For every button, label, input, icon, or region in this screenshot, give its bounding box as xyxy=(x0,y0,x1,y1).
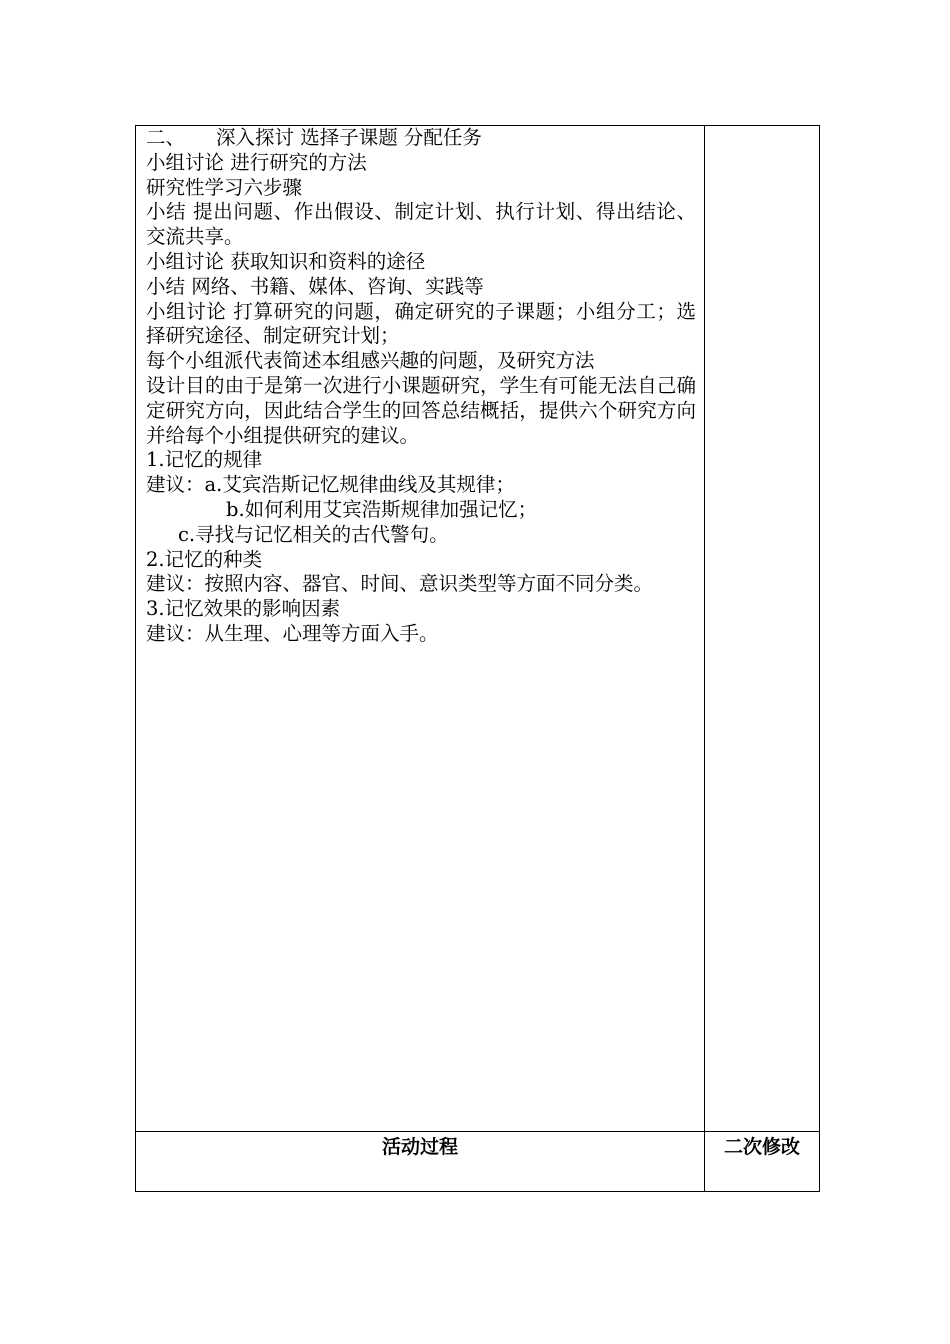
suggestion-line: 建议：a.艾宾浩斯记忆规律曲线及其规律； xyxy=(146,473,515,497)
suggestion-line: b.如何利用艾宾浩斯规律加强记忆； xyxy=(226,497,538,521)
paragraph-line: 每个小组派代表简述本组感兴趣的问题，及研究方法 xyxy=(146,349,595,373)
section-heading: 二、 深入探讨 选择子课题 分配任务 xyxy=(146,126,482,149)
suggestion-line: 建议：按照内容、器官、时间、意识类型等方面不同分类。 xyxy=(146,572,654,596)
topic-heading: 3.记忆效果的影响因素 xyxy=(146,597,341,621)
paragraph-line: 小结 提出问题、作出假设、制定计划、执行计划、得出结论、交流共享。 xyxy=(146,200,696,249)
suggestion-line: c.寻找与记忆相关的古代警句。 xyxy=(178,522,449,546)
table-row xyxy=(136,1132,820,1192)
revision-cell xyxy=(705,126,820,1132)
activity-content xyxy=(136,126,704,647)
paragraph-line: 小组讨论 进行研究的方法 xyxy=(146,150,367,174)
paragraph-line: 小组讨论 获取知识和资料的途径 xyxy=(146,249,426,273)
topic-heading: 1.记忆的规律 xyxy=(146,448,263,472)
table-row xyxy=(136,126,820,1132)
activity-process-label: 活动过程 xyxy=(136,1132,705,1192)
topic-heading: 2.记忆的种类 xyxy=(146,547,263,571)
suggestion-line: 建议：从生理、心理等方面入手。 xyxy=(146,621,439,645)
paragraph-line: 小组讨论 打算研究的问题，确定研究的子课题；小组分工；选择研究途径、制定研究计划； xyxy=(146,299,696,348)
second-revision-label: 二次修改 xyxy=(705,1132,820,1192)
paragraph-line: 研究性学习六步骤 xyxy=(146,175,303,199)
paragraph-line: 设计目的由于是第一次进行小课题研究，学生有可能无法自己确定研究方向，因此结合学生的回答总结概括，提供六个研究方向并给每个小组提供研究的建议。 xyxy=(146,373,696,447)
activity-content-cell xyxy=(136,126,705,1132)
paragraph-line: 小结 网络、书籍、媒体、咨询、实践等 xyxy=(146,274,484,298)
lesson-plan-table xyxy=(135,125,820,1192)
